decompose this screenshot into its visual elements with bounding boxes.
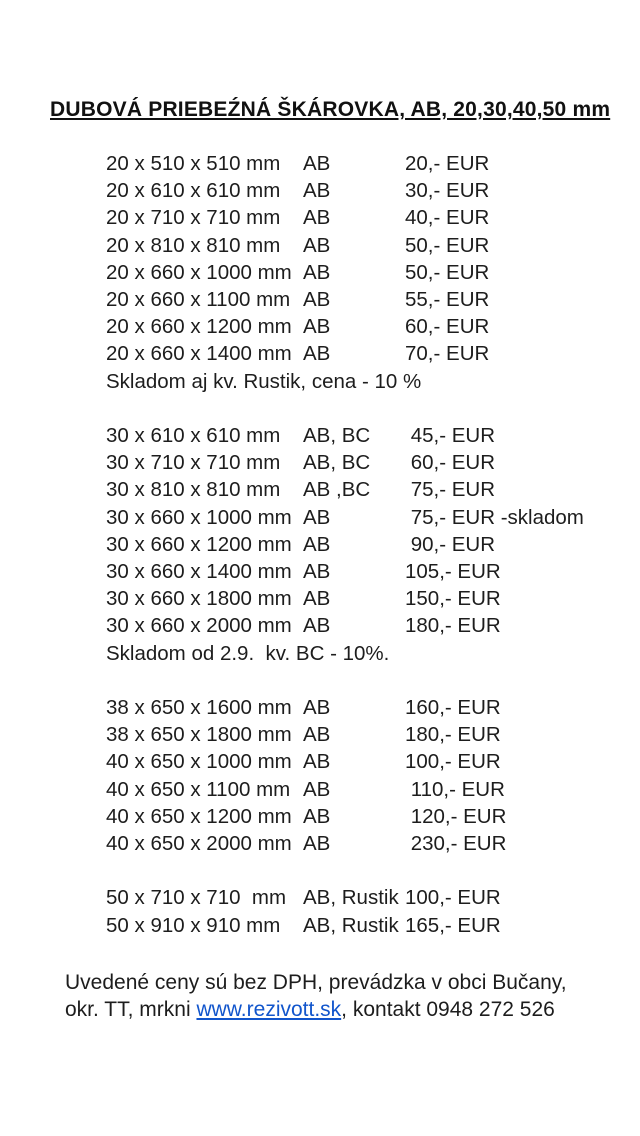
price-row <box>106 476 584 503</box>
price-section <box>106 422 584 667</box>
row-price: 60,- EUR <box>405 451 495 475</box>
row-grade: AB <box>303 342 331 366</box>
row-grade: AB <box>303 315 331 339</box>
row-dimensions: 20 x 810 x 810 mm <box>106 233 281 257</box>
row-price: 230,- EUR <box>405 832 507 856</box>
row-price: 160,- EUR <box>405 696 501 720</box>
row-grade: AB <box>303 179 331 203</box>
price-row <box>106 558 584 585</box>
price-row <box>106 585 584 612</box>
row-dimensions: 30 x 810 x 810 mm <box>106 478 281 502</box>
row-price: 120,- EUR <box>405 804 507 828</box>
price-row <box>106 776 584 803</box>
row-dimensions: 20 x 660 x 1000 mm <box>106 260 292 284</box>
row-price: 180,- EUR <box>405 723 501 747</box>
section-note: Skladom od 2.9. kv. BC - 10%. <box>106 641 390 665</box>
row-grade: AB <box>303 206 331 230</box>
row-grade: AB <box>303 260 331 284</box>
row-dimensions: 30 x 710 x 710 mm <box>106 451 281 475</box>
row-grade: AB <box>303 587 331 611</box>
price-row <box>106 531 584 558</box>
row-dimensions: 38 x 650 x 1800 mm <box>106 723 292 747</box>
price-row <box>106 884 584 911</box>
footer-line-2-suffix: , kontakt 0948 272 526 <box>341 998 555 1022</box>
price-row <box>106 150 584 177</box>
page-title: DUBOVÁ PRIEBEŹNÁ ŠKÁROVKA, AB, 20,30,40,50 mm <box>50 98 611 121</box>
row-dimensions: 30 x 660 x 1200 mm <box>106 532 292 556</box>
price-row <box>106 340 584 367</box>
row-dimensions: 30 x 660 x 1800 mm <box>106 587 292 611</box>
price-row <box>106 721 584 748</box>
row-grade: AB <box>303 614 331 638</box>
row-grade: AB <box>303 505 331 529</box>
row-dimensions: 40 x 650 x 2000 mm <box>106 832 292 856</box>
row-grade: AB <box>303 560 331 584</box>
price-row <box>106 232 584 259</box>
row-price: 110,- EUR <box>405 777 505 801</box>
row-price: 105,- EUR <box>405 560 501 584</box>
row-dimensions: 20 x 660 x 1200 mm <box>106 315 292 339</box>
row-price: 45,- EUR <box>405 424 495 448</box>
row-dimensions: 30 x 660 x 1000 mm <box>106 505 292 529</box>
row-grade: AB <box>303 532 331 556</box>
price-row <box>106 204 584 231</box>
row-grade: AB ,BC <box>303 478 371 502</box>
price-section <box>106 694 584 857</box>
row-grade: AB, BC <box>303 451 371 475</box>
price-section <box>106 884 584 938</box>
row-grade: AB, BC <box>303 424 371 448</box>
price-row <box>106 830 584 857</box>
row-price: 50,- EUR <box>405 260 490 284</box>
price-row <box>106 259 584 286</box>
row-price: 30,- EUR <box>405 179 490 203</box>
row-grade: AB, Rustik <box>303 886 399 910</box>
row-grade: AB <box>303 696 331 720</box>
row-price: 150,- EUR <box>405 587 501 611</box>
row-grade: AB <box>303 750 331 774</box>
row-dimensions: 20 x 510 x 510 mm <box>106 152 281 175</box>
row-grade: AB, Rustik <box>303 913 399 937</box>
price-list <box>106 150 584 939</box>
row-grade: AB <box>303 152 331 175</box>
price-row <box>106 504 584 531</box>
price-row <box>106 286 584 313</box>
row-grade: AB <box>303 804 331 828</box>
row-price: 100,- EUR <box>405 750 501 774</box>
row-price: 90,- EUR <box>405 532 495 556</box>
price-row <box>106 177 584 204</box>
row-price: 180,- EUR <box>405 614 501 638</box>
row-price: 50,- EUR <box>405 233 490 257</box>
row-dimensions: 40 x 650 x 1100 mm <box>106 777 291 801</box>
row-price: 75,- EUR <box>405 478 495 502</box>
row-price: 40,- EUR <box>405 206 490 230</box>
row-grade: AB <box>303 832 331 856</box>
price-row <box>106 912 584 939</box>
row-dimensions: 20 x 660 x 1400 mm <box>106 342 292 366</box>
footer-line-2 <box>65 996 567 1023</box>
footer-line-2-prefix: okr. TT, mrkni <box>65 998 197 1022</box>
row-grade: AB <box>303 288 331 312</box>
row-price: 60,- EUR <box>405 315 490 339</box>
row-price: 100,- EUR <box>405 886 501 910</box>
price-row <box>106 803 584 830</box>
row-grade: AB <box>303 723 331 747</box>
price-row <box>106 422 584 449</box>
row-dimensions: 38 x 650 x 1600 mm <box>106 696 292 720</box>
row-price: 75,- EUR -skladom <box>405 505 584 529</box>
row-dimensions: 50 x 910 x 910 mm <box>106 913 281 937</box>
row-dimensions: 50 x 710 x 710 mm <box>106 886 287 910</box>
website-link[interactable]: www.rezivott.sk <box>196 998 342 1022</box>
price-row <box>106 313 584 340</box>
row-price: 20,- EUR <box>405 152 490 175</box>
row-dimensions: 20 x 710 x 710 mm <box>106 206 281 230</box>
row-dimensions: 40 x 650 x 1000 mm <box>106 750 292 774</box>
price-row <box>106 694 584 721</box>
row-dimensions: 30 x 660 x 1400 mm <box>106 560 292 584</box>
row-price: 165,- EUR <box>405 913 501 937</box>
row-dimensions: 30 x 610 x 610 mm <box>106 424 281 448</box>
footer-line-1: Uvedené ceny sú bez DPH, prevádzka v obci Bučany, <box>65 971 567 994</box>
price-row <box>106 748 584 775</box>
price-row <box>106 449 584 476</box>
footer <box>65 969 567 1024</box>
price-section <box>106 150 584 395</box>
section-note: Skladom aj kv. Rustik, cena - 10 % <box>106 369 422 393</box>
row-grade: AB <box>303 233 331 257</box>
row-dimensions: 20 x 660 x 1100 mm <box>106 288 291 312</box>
row-dimensions: 20 x 610 x 610 mm <box>106 179 281 203</box>
row-dimensions: 40 x 650 x 1200 mm <box>106 804 292 828</box>
row-dimensions: 30 x 660 x 2000 mm <box>106 614 292 638</box>
row-price: 55,- EUR <box>405 288 490 312</box>
price-row <box>106 612 584 639</box>
row-grade: AB <box>303 777 331 801</box>
row-price: 70,- EUR <box>405 342 490 366</box>
